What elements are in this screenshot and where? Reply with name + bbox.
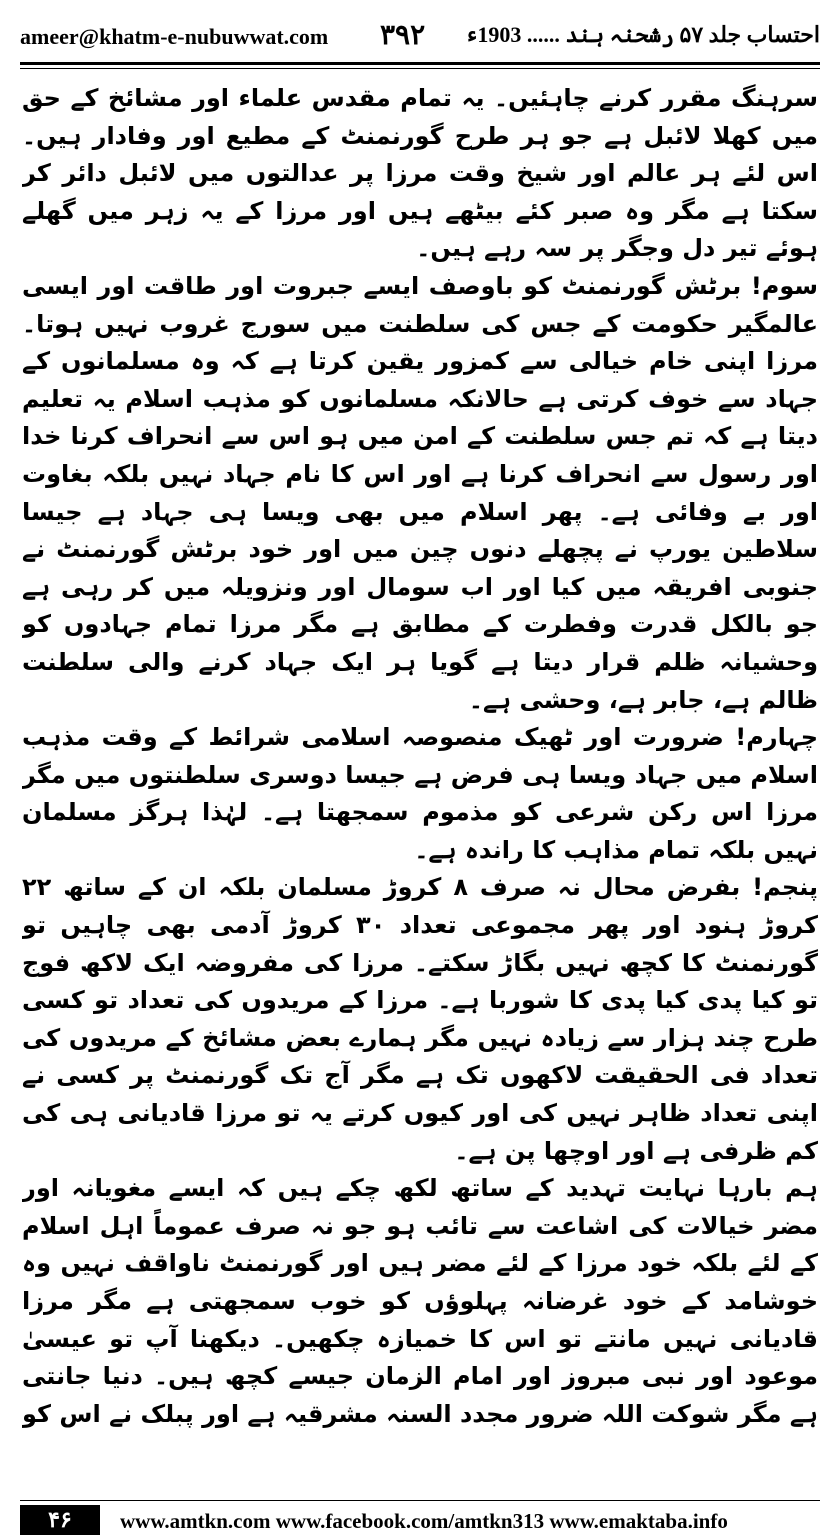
header-page-number: ۳۹۲ (380, 20, 426, 51)
body-text (22, 80, 818, 1435)
footer-page-box: ۴۶ (20, 1505, 100, 1535)
paragraph: پنجم! بفرض محال نہ صرف ۸ کروڑ مسلمان بلکہ ان کے ساتھ ۲۲ کروڑ ہنود اور پھر مجموعی تعداد ۳۰ کروڑ آدمی بھی چاہیں تو گورنمنٹ کا کچھ نہیں بگاڑ سکتے۔ مرزا کی مفروضہ ایک لاکھ فوج تو کیا پدی کیا پدی کا شوربا ہے۔ مرزا کے مریدوں کی تعداد تو کسی طرح چند ہزار سے زیادہ نہیں مگر ہمارے بعض مشائخ کے مریدوں کی تعداد فی الحقیقت لاکھوں تک ہے مگر آج تک گورنمنٹ پر کسی نے اپنی تعداد ظاہر نہیں کی اور کیوں کرتے یہ تو مرزا قادیانی ہی کی کم ظرفی ہے اور اوچھا پن ہے۔ (22, 873, 818, 1165)
footer-rule (20, 1500, 820, 1501)
paragraph: سرہنگ مقرر کرنے چاہئیں۔ یہ تمام مقدس علماء اور مشائخ کے حق میں کھلا لائبل ہے جو ہر طرح گورنمنٹ کے مطیع اور وفادار ہیں۔ اس لئے ہر عالم اور شیخ وقت مرزا پر عدالتوں میں لائبل دائر کر سکتا ہے مگر وہ صبر کئے بیٹھے ہیں اور مرزا کے یہ زہر میں گھلے ہوئے تیر دل وجگر پر سہ رہے ہیں۔ (22, 84, 818, 263)
page-header (20, 18, 820, 54)
paragraph: ہم بارہا نہایت تہدید کے ساتھ لکھ چکے ہیں کہ ایسے مغویانہ اور مضر خیالات کی اشاعت سے تائب ہو جو نہ صرف عموماً اہل اسلام کے لئے بلکہ خود مرزا کے لئے مضر ہیں اور گورنمنٹ ناواقف نہیں وہ خوشامد کے خود غرضانہ پہلوؤں کو خوب سمجھتی ہے مگر مرزا قادیانی نہیں مانتے تو اس کا خمیازہ چکھیں۔ دیکھنا آپ تو عیسیٰ موعود اور نبی مبروز اور امام الزمان جیسے کچھ ہیں۔ دنیا جانتی ہے مگر شوکت اللہ ضرور مجدد السنہ مشرقیہ ہے اور پبلک نے اس کو (22, 1174, 818, 1428)
paragraph: سوم! برٹش گورنمنٹ کو باوصف ایسے جبروت اور طاقت اور ایسی عالمگیر حکومت کے جس کی سلطنت میں سورج غروب نہیں ہوتا۔ مرزا اپنی خام خیالی سے کمزور یقین کرتا ہے کہ وہ مسلمانوں کے جہاد سے خوف کرتی ہے حالانکہ مسلمانوں کو مذہب اسلام یہ تعلیم دیتا ہے کہ تم جس سلطنت کے امن میں ہو اس سے انحراف کرنا خدا اور رسول سے انحراف کرنا ہے اور اس کا نام جہاد نہیں بلکہ بغاوت اور بے وفائی ہے۔ پھر اسلام میں بھی ویسا ہی جہاد ہے جیسا سلاطین یورپ نے پچھلے دنوں چین میں اور خود برٹش گورنمنٹ نے جنوبی افریقہ میں کیا اور اب سومال اور ونزویلہ میں کر رہی ہے جو بالکل قدرت وفطرت کے مطابق ہے مگر مرزا تمام جہادوں کو وحشیانہ ظلم قرار دیتا ہے گویا ہر ایک جہاد کرنے والی سلطنت ظالم ہے، جابر ہے، وحشی ہے۔ (22, 271, 818, 714)
page-footer (20, 1505, 820, 1535)
paragraph: چہارم! ضرورت اور ٹھیک منصوصہ اسلامی شرائط کے وقت مذہب اسلام میں جہاد ویسا ہی فرض ہے جیسا دوسری سلطنتوں میں مگر مرزا اس رکن شرعی کو مذموم سمجھتا ہے۔ لہٰذا ہرگز مسلمان نہیں بلکہ تمام مذاہب کا راندہ ہے۔ (22, 723, 818, 864)
header-running-head: احتساب جلد ۵۷ رشحنہ ہند ...... 1903ء (467, 22, 820, 47)
header-email: ameer@khatm-e-nubuwwat.com (20, 24, 329, 49)
header-rule-thick (20, 62, 820, 65)
header-rule-thin (20, 68, 820, 69)
footer-urls: www.amtkn.com www.facebook.com/amtkn313 www.emaktaba.info (120, 1509, 728, 1533)
